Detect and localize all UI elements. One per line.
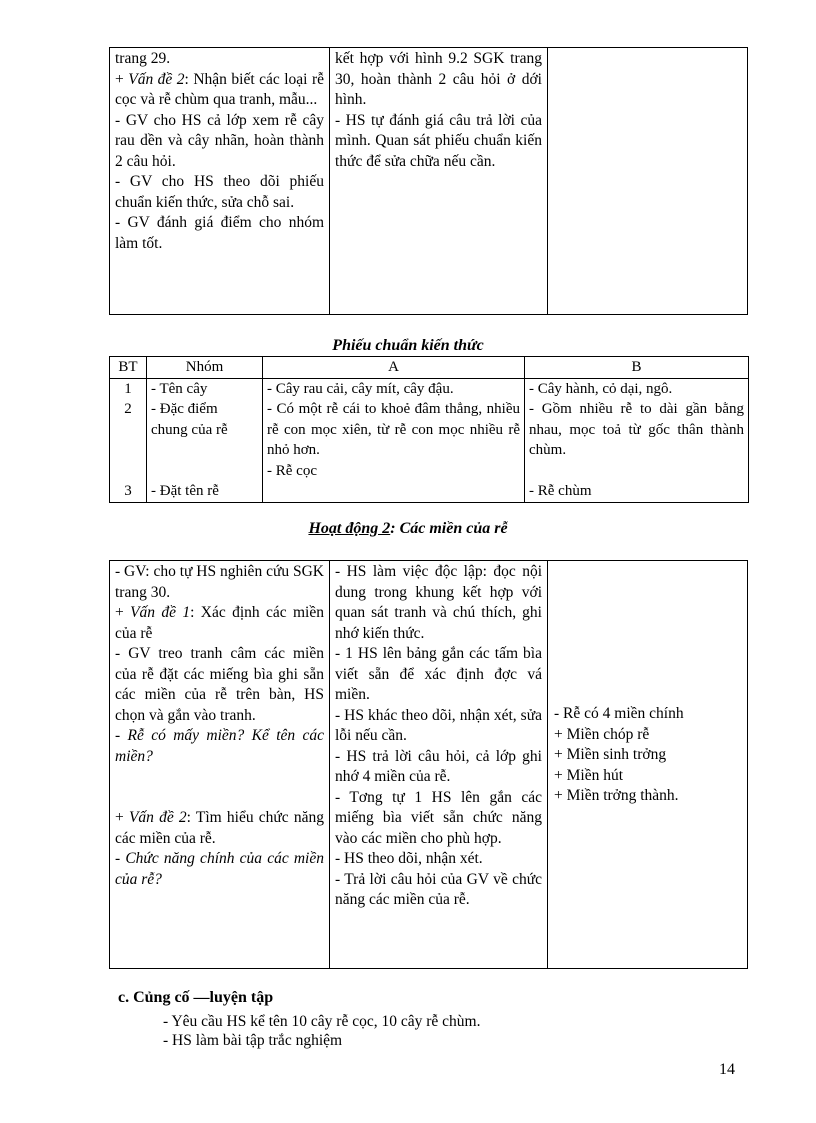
content-cell — [548, 48, 748, 315]
activity2-heading — [0, 520, 816, 538]
activity2-label: Hoạt động 2 — [308, 520, 391, 537]
consolidation-item: - HS làm bài tập trắc nghiệm — [163, 1032, 343, 1049]
activity2-table — [109, 560, 748, 969]
bt-cell: 1 2 3 — [110, 378, 147, 502]
teacher-activity-cell: - GV: cho tự HS nghiên cứu SGK trang 30. + Vấn đề 1: Xác định các miền của rễ - GV treo tranh câm các miền của rễ đặt các miếng bìa ghi sẵn các miền của rễ trên bàn, HS chọn và gắn vào tranh. - Rễ có mấy miền? Kể tên các miền? + Vấn đề 2: Tìm hiểu chức năng các miền của rễ. - Chức năng chính của các miền của rễ? — [110, 561, 330, 969]
header-bt: BT — [110, 357, 147, 379]
header-group: Nhóm — [147, 357, 263, 379]
header-b: B — [525, 357, 749, 379]
text-line: - GV đánh giá điểm cho nhóm làm tốt. — [115, 214, 324, 252]
activity2-title: : Các miền của rễ — [390, 520, 508, 537]
teacher-activity-cell — [110, 48, 330, 315]
column-a-cell: - Cây rau cải, cây mít, cây đậu. - Có một rễ cái to khoẻ đâm thẳng, nhiều rễ con mọc xiên, từ rễ con mọc nhiều rễ nhỏ hơn. - Rễ cọc — [263, 378, 525, 502]
text-line: trang 29. — [115, 50, 171, 67]
content-cell: - Rễ có 4 miền chính + Miền chóp rễ + Miền sinh trởng + Miền hút + Miền trởng thành. — [548, 561, 748, 969]
group-cell: - Tên cây - Đặc điểm chung của rễ - Đặt tên rễ — [147, 378, 263, 502]
header-a: A — [263, 357, 525, 379]
text-line: - GV cho HS theo dõi phiếu chuẩn kiến thức, sửa chỗ sai. — [115, 173, 324, 211]
student-activity-cell: - HS làm việc độc lập: đọc nội dung trong khung kết hợp với quan sát tranh và chú thích, ghi nhớ kiến thức. - 1 HS lên bảng gắn các tấm bìa viết sẵn để xác định đợc vá miền. - HS khác theo dõi, nhận xét, sửa lỗi nếu cần. - HS trả lời câu hỏi, cả lớp ghi nhớ 4 miền của rễ. - Tơng tự 1 HS lên gắn các miếng bìa viết sẵn chức năng vào các miền cho phù hợp. - HS theo dõi, nhận xét. - Trả lời câu hỏi của GV về chức năng các miền của rễ. — [330, 561, 548, 969]
issue-line: + Vấn đề 2: Nhận biết các loại rễ cọc và rễ chùm qua tranh, mẫu... — [115, 70, 324, 108]
page-number: 14 — [719, 1061, 735, 1078]
column-b-cell: - Cây hành, cỏ dại, ngô. - Gồm nhiều rễ to dài gần bằng nhau, mọc toả từ gốc thân thành chùm. - Rễ chùm — [525, 378, 749, 502]
text-line: - HS tự đánh giá câu trả lời của mình. Quan sát phiếu chuẩn kiến thức để sửa chữa nếu cần. — [335, 111, 542, 170]
text-line: kết hợp với hình 9.2 SGK trang 30, hoàn thành 2 câu hỏi ở dới hình. — [335, 50, 542, 108]
consolidation-title: c. Củng cố —luyện tập — [118, 989, 274, 1006]
text-line: - GV cho HS cả lớp xem rễ cây rau dền và cây nhãn, hoàn thành 2 câu hỏi. — [115, 111, 324, 170]
answer-sheet-table — [109, 356, 749, 503]
lesson-table-top — [109, 47, 748, 315]
student-activity-cell — [330, 48, 548, 315]
answer-sheet-title: Phiếu chuẩn kiến thức — [332, 337, 484, 354]
consolidation-item: - Yêu cầu HS kể tên 10 cây rễ cọc, 10 cây rễ chùm. — [163, 1013, 481, 1030]
